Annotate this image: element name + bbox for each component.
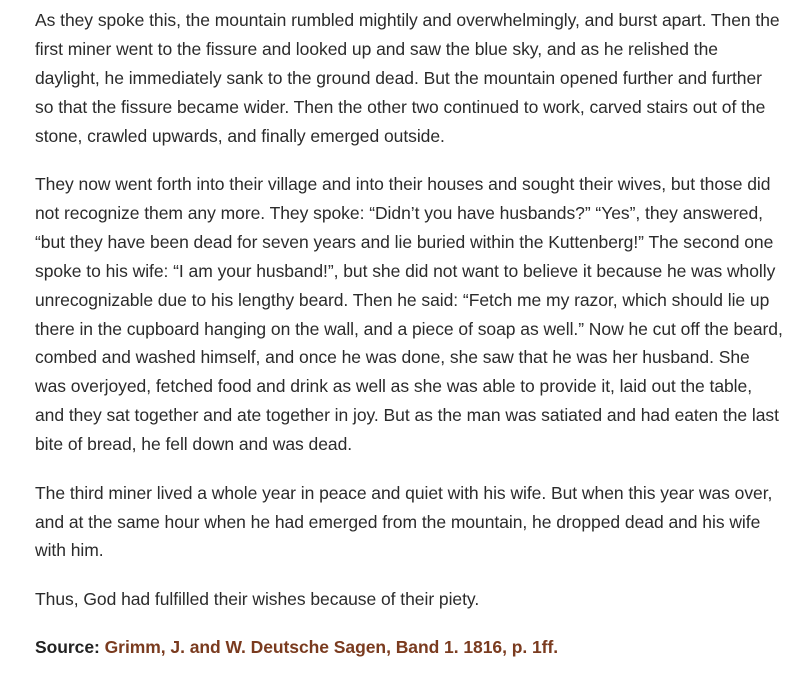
source-link[interactable]: Grimm, J. and W. Deutsche Sagen, Band 1. 1816, p. 1ff. [104,637,559,658]
paragraph-mountain-burst: As they spoke this, the mountain rumbled mightily and overwhelmingly, and burst apart. Then the first miner went to the fissure and looked up and saw the blue sky, and as he relished the daylight, he immediately sank to the ground dead. But the mountain opened further and further so that the fissure became wider. Then the other two continued to work, carved stairs out of the stone, crawled upwards, and finally emerged outside. [35,10,780,146]
paragraph-return-village: They now went forth into their village and into their houses and sought their wives, but those did not recognize them any more. They spoke: “Didn’t you have husbands?” “Yes”, they answered, “but they have been dead for seven years and lie buried within the Kuttenberg!” The second one spoke to his wife: “I am your husband!”, but she did not want to believe it because he was wholly unrecognizable due to his lengthy beard. Then he said: “Fetch me my razor, which should lie up there in the cupboard hanging on the wall, and a piece of soap as well.” Now he cut off the beard, combed and washed himself, and once he was done, she saw that he was her husband. She was overjoyed, fetched food and drink as well as she was able to provide it, laid out the table, and they sat together and ate together in joy. But as the man was satiated and had eaten the last bite of bread, he fell down and was dead. [35,174,783,455]
paragraph-conclusion: Thus, God had fulfilled their wishes because of their piety. [35,588,480,609]
article-body [35,6,785,682]
paragraph-third-miner: The third miner lived a whole year in peace and quiet with his wife. But when this year was over, and at the same hour when he had emerged from the mountain, he dropped dead and his wife with him. [35,482,773,561]
source-label: Source: [35,637,100,658]
source-citation [35,633,785,662]
